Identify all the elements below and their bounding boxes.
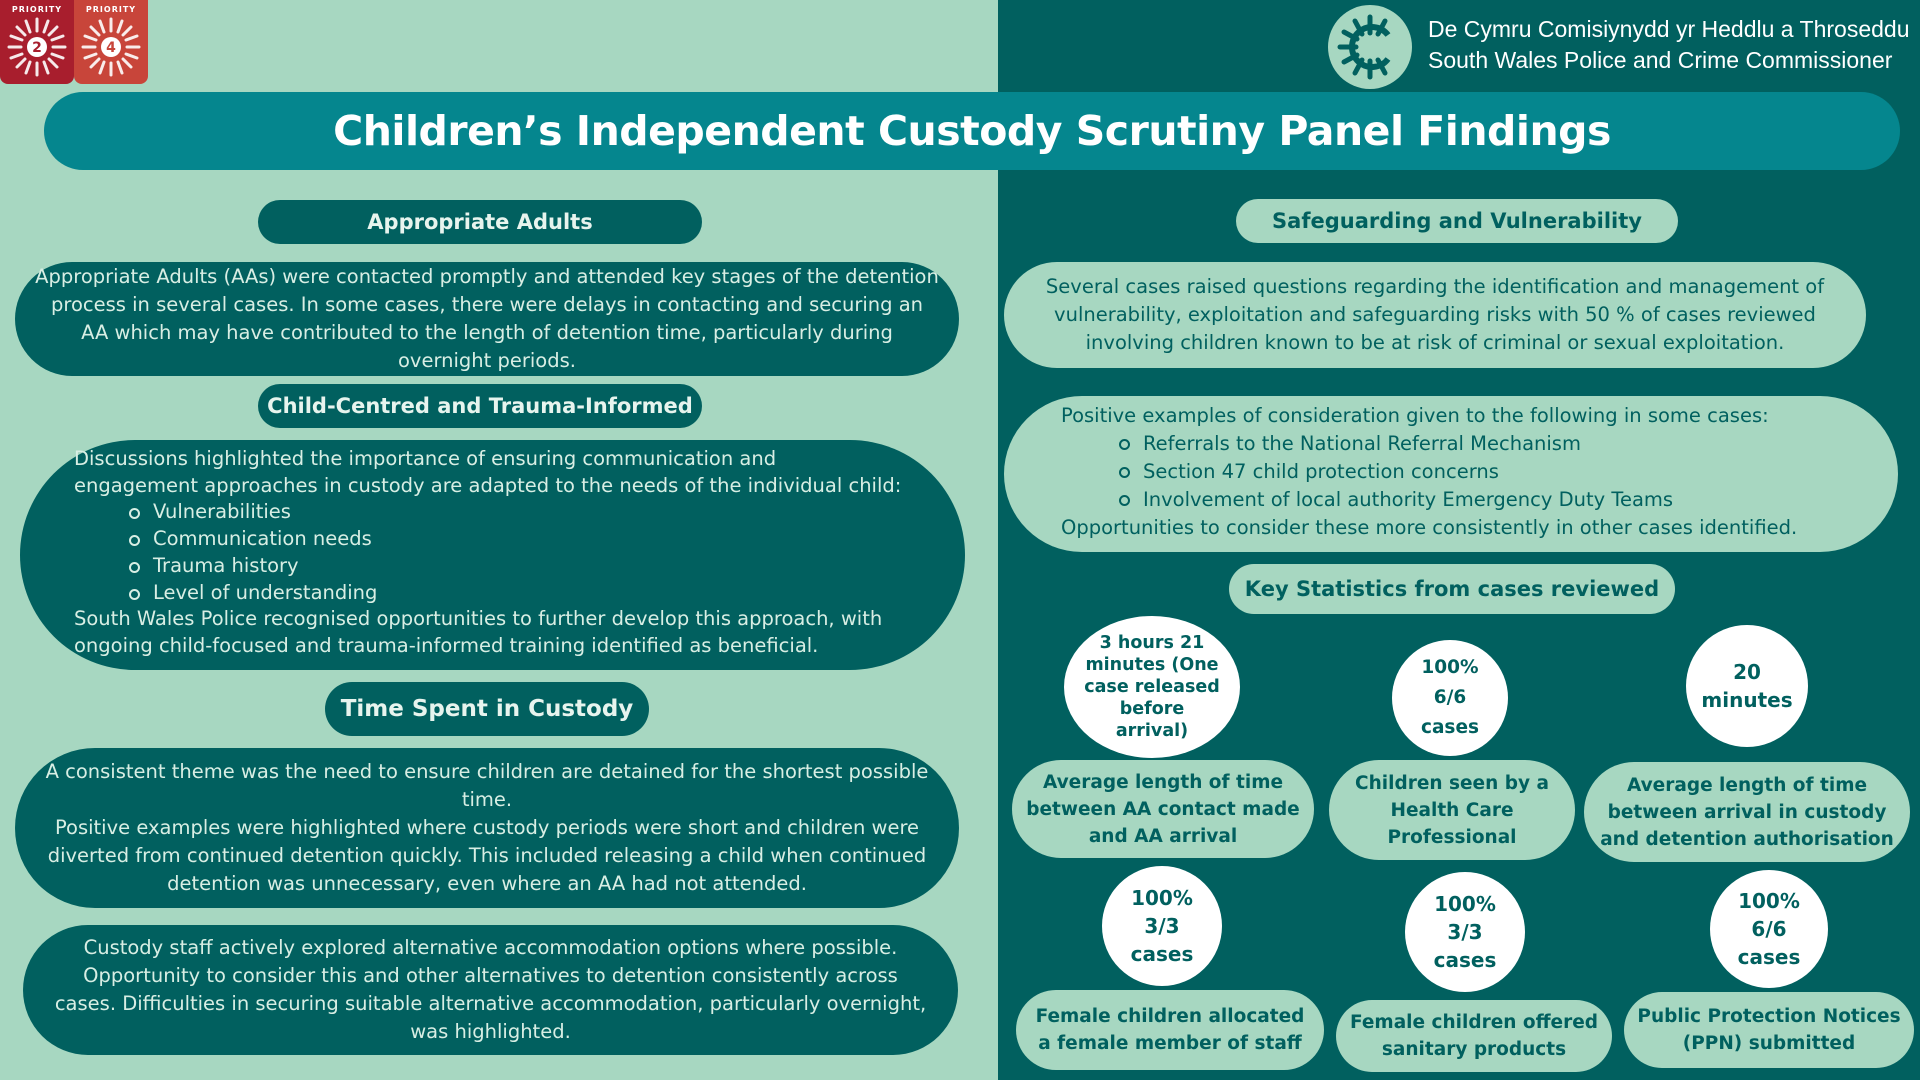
priority-label: PRIORITY xyxy=(85,5,137,14)
stat-label-female-staff: Female children allocated a female member of staff xyxy=(1016,990,1324,1070)
list-item: Involvement of local authority Emergency Duty Teams xyxy=(1143,486,1858,514)
child-centred-intro: Discussions highlighted the importance of ensuring communication and engagement approaches in custody are adapted to the needs of the individual child: xyxy=(74,447,902,497)
appropriate-adults-text: Appropriate Adults (AAs) were contacted promptly and attended key stages of the detention process in several cases. In some cases, there were delays in contacting and securing an AA which may have contributed to the length of detention time, particularly during overnight periods. xyxy=(35,265,939,372)
list-item: Communication needs xyxy=(153,526,905,553)
stat-value-fraction: 3/3 xyxy=(1144,914,1180,938)
list-item: Referrals to the National Referral Mechanism xyxy=(1143,430,1858,458)
stat-value-fraction: 3/3 xyxy=(1447,920,1483,944)
time-spent-panel xyxy=(15,748,959,908)
priority-badge-4 xyxy=(74,0,148,84)
appropriate-adults-panel xyxy=(15,262,959,376)
page-title: Children’s Independent Custody Scrutiny Panel Findings xyxy=(333,107,1611,155)
list-item: Section 47 child protection concerns xyxy=(1143,458,1858,486)
appropriate-adults-heading: Appropriate Adults xyxy=(258,200,702,244)
priority-label: PRIORITY xyxy=(11,5,63,14)
stat-value-percent: 100% xyxy=(1738,889,1800,913)
child-centred-panel xyxy=(20,440,965,670)
commissioner-logo-icon xyxy=(1328,5,1412,89)
child-centred-outro: South Wales Police recognised opportunities to further develop this approach, with ongoing child-focused and trauma-informed training identified as beneficial. xyxy=(74,607,883,657)
stat-value-percent: 100% xyxy=(1434,892,1496,916)
priority-number: 4 xyxy=(106,40,116,56)
commissioner-name-welsh: De Cymru Comisiynydd yr Heddlu a Throseddu xyxy=(1428,16,1910,42)
alternative-accommodation-panel xyxy=(23,925,958,1055)
stat-value-aa-arrival xyxy=(1064,616,1240,758)
list-item: Trauma history xyxy=(153,553,905,580)
positive-examples-intro: Positive examples of consideration given to the following in some cases: xyxy=(1061,404,1769,427)
safeguarding-text: Several cases raised questions regarding the identification and management of vulnerability, exploitation and safeguarding risks with 50 % of cases reviewed involving children known to be at risk of criminal or sexual exploitation. xyxy=(1045,275,1825,354)
commissioner-name-english: South Wales Police and Crime Commissioner xyxy=(1428,47,1893,73)
stat-value-number: 20 xyxy=(1733,660,1761,684)
stat-label-sanitary-products: Female children offered sanitary products xyxy=(1336,1000,1612,1072)
commissioner-name xyxy=(1428,14,1910,76)
priority-sunburst-icon xyxy=(5,15,69,79)
list-item: Level of understanding xyxy=(153,580,905,607)
stat-value-percent: 100% xyxy=(1421,657,1479,678)
priority-number: 2 xyxy=(32,40,42,56)
stat-value-detention-authorisation xyxy=(1686,625,1808,747)
list-item: Vulnerabilities xyxy=(153,499,905,526)
stat-value-percent: 100% xyxy=(1131,886,1193,910)
stat-value-unit: cases xyxy=(1130,942,1194,966)
time-spent-heading: Time Spent in Custody xyxy=(325,682,649,736)
stat-value-text: 3 hours 21 minutes (One case released before arrival) xyxy=(1084,633,1220,741)
time-spent-text-2: Positive examples were highlighted where custody periods were short and children were diverted from continued detention quickly. This included releasing a child when continued detention was unnecessary, even where an AA had not attended. xyxy=(47,816,927,895)
priority-sunburst-icon xyxy=(79,15,143,79)
child-centred-list xyxy=(74,499,905,606)
stat-value-sanitary-products xyxy=(1405,872,1525,992)
stat-value-unit: minutes xyxy=(1701,688,1793,712)
stat-label-health-care: Children seen by a Health Care Professional xyxy=(1329,760,1575,860)
stat-value-fraction: 6/6 xyxy=(1433,687,1467,708)
stat-value-ppn xyxy=(1710,870,1828,988)
alternative-accommodation-text: Custody staff actively explored alternative accommodation options where possible. Opportunity to consider this and other alternatives to detention consistently across cases. Difficulties in securing suitable alternative accommodation, particularly overnight, was highlighted. xyxy=(54,936,927,1043)
key-stats-heading: Key Statistics from cases reviewed xyxy=(1229,564,1675,614)
priority-badge-2 xyxy=(0,0,74,84)
stat-value-fraction: 6/6 xyxy=(1751,917,1787,941)
safeguarding-heading: Safeguarding and Vulnerability xyxy=(1236,199,1678,243)
stat-value-health-care xyxy=(1392,640,1508,756)
stat-value-unit: cases xyxy=(1433,948,1497,972)
stat-value-unit: cases xyxy=(1420,717,1480,738)
stat-label-detention-authorisation: Average length of time between arrival in custody and detention authorisation xyxy=(1584,762,1910,862)
stat-value-unit: cases xyxy=(1737,945,1801,969)
stat-label-ppn: Public Protection Notices (PPN) submitted xyxy=(1624,992,1914,1068)
stat-label-aa-arrival: Average length of time between AA contact made and AA arrival xyxy=(1012,760,1314,858)
child-centred-heading: Child-Centred and Trauma-Informed xyxy=(258,384,702,428)
safeguarding-panel xyxy=(1004,262,1866,368)
positive-examples-list xyxy=(1061,430,1858,514)
time-spent-text-1: A consistent theme was the need to ensure children are detained for the shortest possible time. xyxy=(45,760,929,811)
stat-value-female-staff xyxy=(1102,866,1222,986)
title-banner xyxy=(44,92,1900,170)
positive-examples-panel xyxy=(1004,396,1898,552)
positive-examples-outro: Opportunities to consider these more consistently in other cases identified. xyxy=(1061,516,1798,539)
